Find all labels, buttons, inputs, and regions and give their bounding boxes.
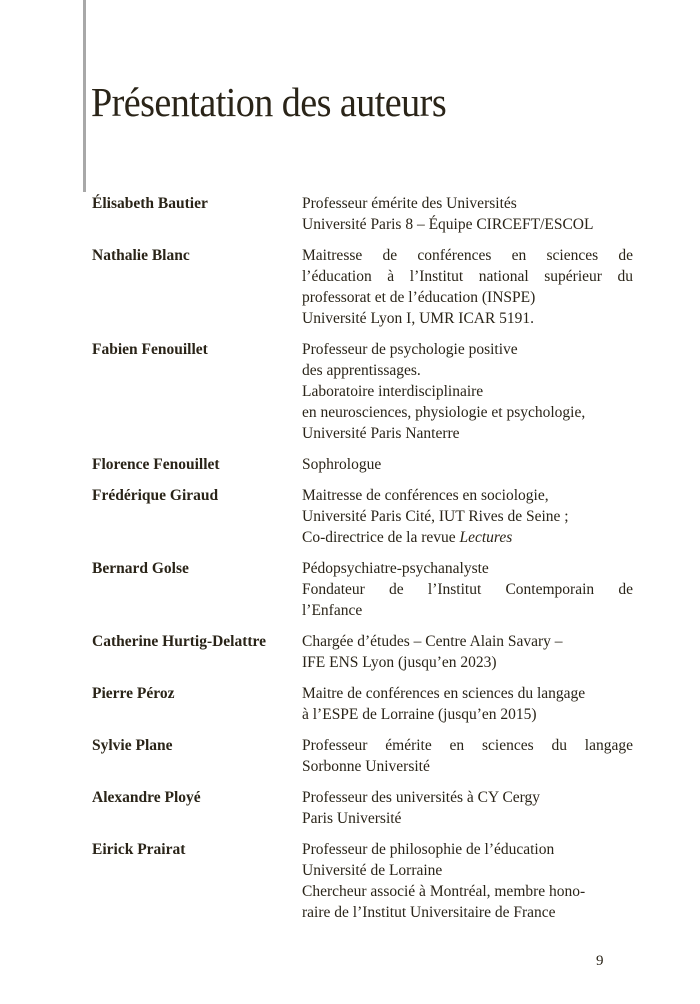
description-line — [302, 839, 633, 860]
description-line — [302, 245, 633, 266]
description-line — [302, 506, 633, 527]
description-text: professorat et de l’éducation (INSPE) — [302, 289, 536, 306]
description-text: l’Enfance — [302, 602, 363, 619]
author-entry — [92, 193, 632, 235]
description-line — [302, 402, 633, 423]
description-text: l’éducation à l’Institut national supérieur du — [302, 268, 633, 285]
page-title: Présentation des auteurs — [91, 79, 447, 125]
author-description — [302, 193, 633, 235]
margin-rule — [83, 0, 86, 192]
description-text: Maitre de conférences en sciences du langage — [302, 685, 586, 702]
author-description — [302, 454, 633, 475]
description-text: Professeur de psychologie positive — [302, 341, 518, 358]
author-name: Élisabeth Bautier — [92, 195, 208, 212]
author-description — [302, 631, 633, 673]
author-description — [302, 735, 633, 777]
author-name: Bernard Golse — [92, 560, 189, 577]
description-line — [302, 527, 633, 548]
description-text: Professeur émérite des Universités — [302, 195, 517, 212]
description-line — [302, 860, 633, 881]
description-text: Chargée d’études – Centre Alain Savary – — [302, 633, 563, 650]
description-line — [302, 631, 633, 652]
author-description — [302, 787, 633, 829]
description-line — [302, 287, 633, 308]
author-name: Nathalie Blanc — [92, 247, 190, 264]
author-description — [302, 485, 633, 548]
description-text: Maitresse de conférences en sociologie, — [302, 487, 549, 504]
author-name: Pierre Péroz — [92, 685, 175, 702]
description-text: Sophrologue — [302, 456, 382, 473]
description-text: à l’ESPE de Lorraine (jusqu’en 2015) — [302, 706, 537, 723]
description-line — [302, 808, 633, 829]
description-text: Paris Université — [302, 810, 402, 827]
description-text: Chercheur associé à Montréal, membre hono- — [302, 883, 586, 900]
author-name: Eirick Prairat — [92, 841, 186, 858]
author-list — [92, 193, 632, 933]
page-number: 9 — [596, 953, 604, 969]
description-line — [302, 339, 633, 360]
description-line — [302, 881, 633, 902]
description-text: Pédopsychiatre-psychanalyste — [302, 560, 489, 577]
description-text: Professeur des universités à CY Cergy — [302, 789, 541, 806]
description-line — [302, 266, 633, 287]
author-name: Florence Fenouillet — [92, 456, 220, 473]
author-description — [302, 839, 633, 923]
description-line — [302, 787, 633, 808]
description-line — [302, 704, 633, 725]
description-text: Université Paris Nanterre — [302, 425, 460, 442]
description-line — [302, 423, 633, 444]
author-description — [302, 339, 633, 444]
description-line — [302, 360, 633, 381]
description-line — [302, 652, 633, 673]
description-line — [302, 756, 633, 777]
author-entry — [92, 245, 632, 329]
description-line — [302, 381, 633, 402]
author-entry — [92, 485, 632, 548]
author-description — [302, 683, 633, 725]
description-text: IFE ENS Lyon (jusqu’en 2023) — [302, 654, 497, 671]
description-line — [302, 579, 633, 600]
description-line — [302, 308, 633, 329]
description-text: Université Lyon I, UMR ICAR 5191. — [302, 310, 535, 327]
description-line — [302, 485, 633, 506]
author-entry — [92, 787, 632, 829]
description-text: Université de Lorraine — [302, 862, 443, 879]
author-name: Sylvie Plane — [92, 737, 173, 754]
author-name: Alexandre Ployé — [92, 789, 201, 806]
description-text: Professeur émérite en sciences du langage — [302, 737, 633, 754]
author-name: Fabien Fenouillet — [92, 341, 208, 358]
author-entry — [92, 839, 632, 923]
description-text: Professeur de philosophie de l’éducation — [302, 841, 555, 858]
description-text: Maitresse de conférences en sciences de — [302, 247, 633, 264]
description-line — [302, 454, 633, 475]
description-text: Co-directrice de la revue — [302, 529, 460, 546]
author-description — [302, 558, 633, 621]
author-entry — [92, 683, 632, 725]
description-line — [302, 902, 633, 923]
journal-title: Lectures — [459, 529, 513, 546]
description-text: en neurosciences, physiologie et psychologie, — [302, 404, 586, 421]
description-line — [302, 600, 633, 621]
description-text: Laboratoire interdisciplinaire — [302, 383, 484, 400]
description-line — [302, 558, 633, 579]
author-entry — [92, 339, 632, 444]
author-entry — [92, 631, 632, 673]
description-line — [302, 193, 633, 214]
description-line — [302, 214, 633, 235]
author-name: Catherine Hurtig-Delattre — [92, 633, 267, 650]
author-description — [302, 245, 633, 329]
description-text: Sorbonne Université — [302, 758, 430, 775]
author-entry — [92, 735, 632, 777]
author-entry — [92, 558, 632, 621]
description-line — [302, 683, 633, 704]
description-text: des apprentissages. — [302, 362, 421, 379]
description-text: Université Paris Cité, IUT Rives de Seine ; — [302, 508, 569, 525]
description-text: Fondateur de l’Institut Contemporain de — [302, 581, 633, 598]
author-entry — [92, 454, 632, 475]
description-line — [302, 735, 633, 756]
description-text: raire de l’Institut Universitaire de France — [302, 904, 556, 921]
author-name: Frédérique Giraud — [92, 487, 219, 504]
description-text: Université Paris 8 – Équipe CIRCEFT/ESCOL — [302, 216, 594, 233]
